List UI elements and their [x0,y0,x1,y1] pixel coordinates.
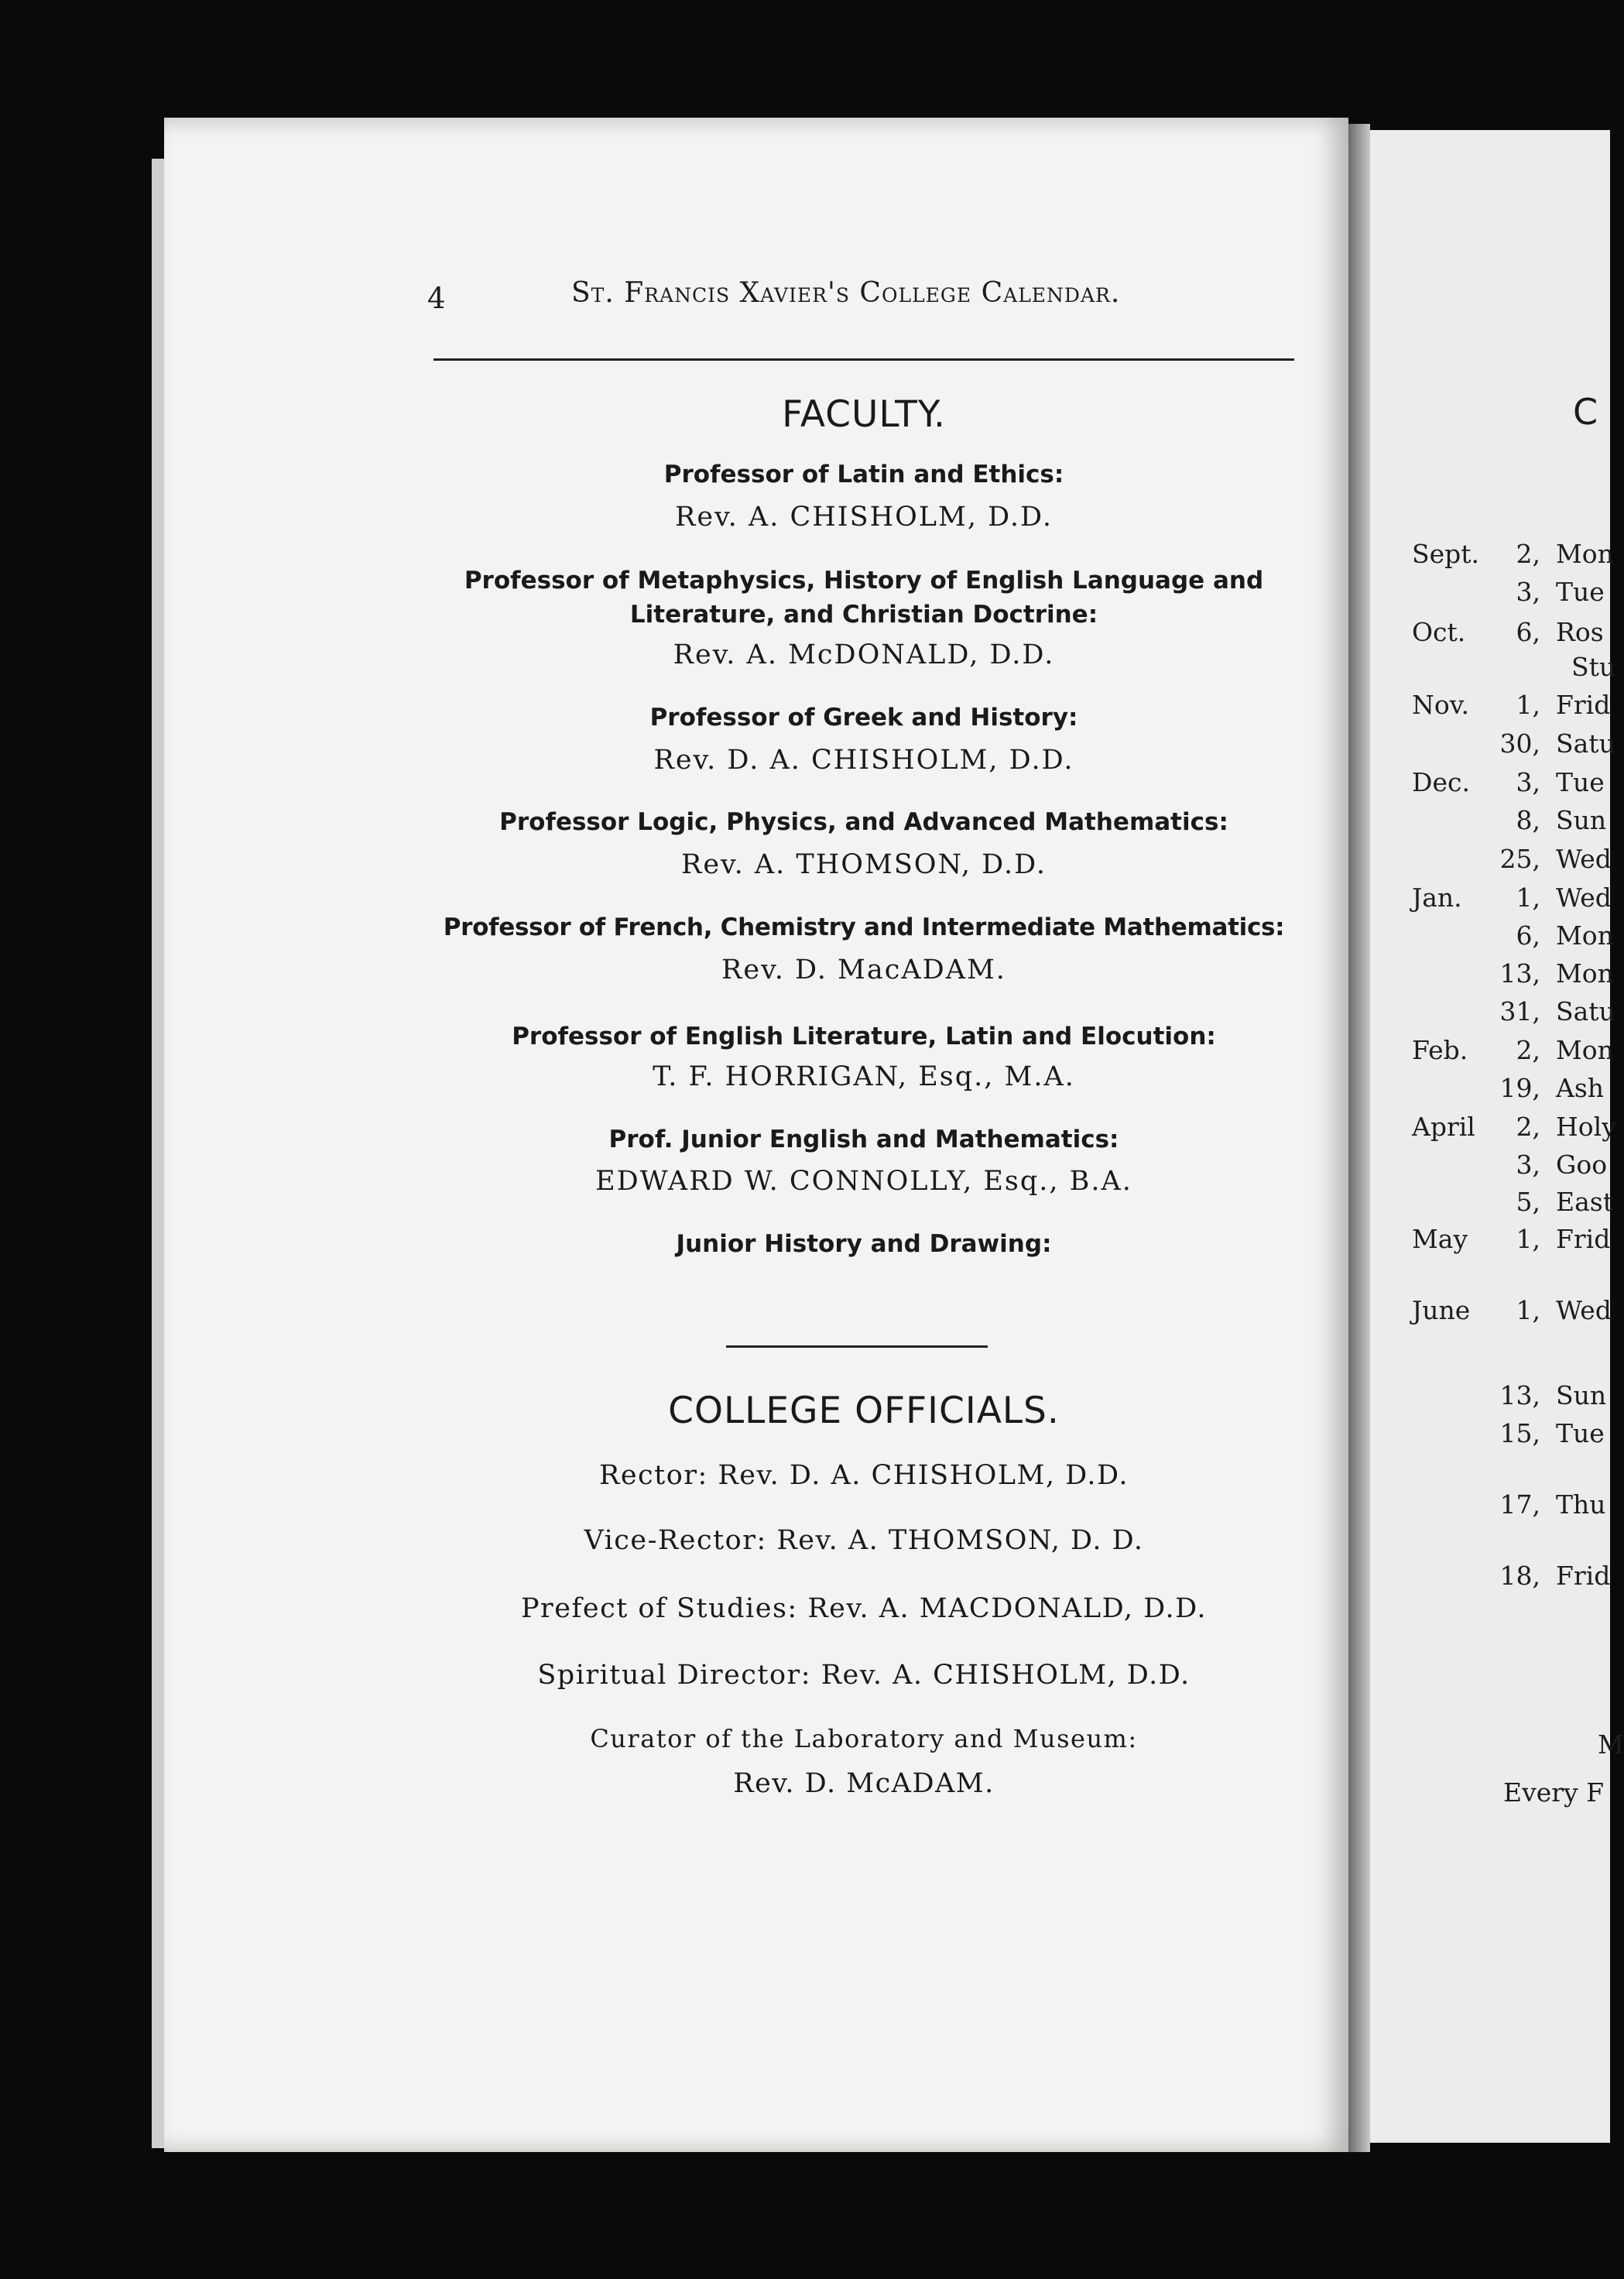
faculty-person: Rev. A. McDONALD, D.D. [673,639,1055,670]
calendar-month: Feb. [1412,1035,1468,1065]
running-title: St. Francis Xavier's College Calendar. [571,277,1121,309]
calendar-event-text: Frid [1556,1561,1611,1591]
header-rule [433,358,1294,361]
faculty-person: Rev. D. A. CHISHOLM, D.D. [653,745,1074,776]
calendar-day: 13, [1499,958,1540,989]
calendar-day: 3, [1516,767,1540,797]
faculty-person: Rev. D. MacADAM. [721,954,1006,985]
calendar-month: June [1412,1295,1471,1325]
calendar-day: 25, [1499,844,1540,874]
calendar-day: 30, [1499,728,1540,759]
calendar-event-text: Thu [1556,1489,1606,1520]
vice-rector-line: Vice-Rector: Rev. A. THOMSON, D. D. [584,1525,1144,1556]
rector-line: Rector: Rev. D. A. CHISHOLM, D.D. [598,1460,1129,1491]
calendar-event-text: Satu [1556,728,1615,759]
faculty-role: Junior History and Drawing: [676,1230,1052,1258]
calendar-event-text: Holy [1556,1112,1616,1142]
calendar-event-text: Goo [1556,1150,1608,1180]
calendar-day: 1, [1516,882,1540,913]
curator-person: Rev. D. McADAM. [733,1768,995,1799]
calendar-day: 19, [1499,1073,1540,1103]
calendar-event-text: Sun [1556,805,1607,835]
faculty-title: FACULTY. [782,393,946,436]
calendar-event-text: Satu [1556,996,1615,1026]
calendar-event-text: Ash [1556,1073,1605,1103]
calendar-month: Jan. [1412,882,1462,913]
calendar-event-text: Mon [1556,539,1614,569]
faculty-role: Professor of Metaphysics, History of English Language and Literature, and Christian Doctrine: [464,567,1264,629]
calendar-month: Sept. [1412,539,1480,569]
faculty-role: Professor of French, Chemistry and Intermediate Mathematics: [443,913,1285,941]
calendar-month: Nov. [1412,690,1469,720]
calendar-day: 15, [1499,1418,1540,1448]
calendar-event-text: Tue [1556,1418,1605,1448]
right-bottom-line-1: M [1598,1729,1624,1760]
faculty-person: Rev. A. THOMSON, D.D. [680,849,1047,880]
section-divider [726,1345,988,1348]
calendar-day: 3, [1516,577,1540,607]
right-page-heading: C [1573,391,1598,433]
calendar-day: 8, [1516,805,1540,835]
calendar-day: 1, [1516,1224,1540,1254]
curator-role: Curator of the Laboratory and Museum: [590,1724,1138,1753]
faculty-person: Rev. A. CHISHOLM, D.D. [675,502,1053,533]
calendar-event-text: Frid [1556,1224,1611,1254]
calendar-event-text: Ros [1556,617,1604,647]
calendar-event-text: Mon [1556,1035,1614,1065]
calendar-day: 13, [1499,1380,1540,1410]
faculty-role: Professor Logic, Physics, and Advanced Mathematics: [499,808,1228,836]
calendar-day: 1, [1516,690,1540,720]
calendar-day: 17, [1499,1489,1540,1520]
calendar-month: May [1412,1224,1468,1254]
spiritual-director-line: Spiritual Director: Rev. A. CHISHOLM, D.D. [537,1660,1191,1691]
faculty-person: T. F. HORRIGAN, Esq., M.A. [653,1061,1075,1092]
calendar-month: Dec. [1412,767,1470,797]
book-spine [1348,124,1370,2152]
calendar-day: 3, [1516,1150,1540,1180]
calendar-event-text: Stu [1571,652,1616,682]
prefect-line: Prefect of Studies: Rev. A. MACDONALD, D.D. [520,1593,1208,1624]
calendar-day: 2, [1516,1035,1540,1065]
calendar-day: 1, [1516,1295,1540,1325]
calendar-event-text: Tue [1556,577,1605,607]
page-number: 4 [427,282,446,315]
calendar-event-text: East [1556,1187,1613,1217]
calendar-month: Oct. [1412,617,1466,647]
calendar-day: 6, [1516,617,1540,647]
calendar-event-text: Wed [1556,844,1612,874]
faculty-role: Prof. Junior English and Mathematics: [608,1126,1119,1153]
calendar-event-text: Tue [1556,767,1605,797]
right-bottom-line-2: Every F [1503,1777,1605,1808]
calendar-event-text: Sun [1556,1380,1607,1410]
officials-title: COLLEGE OFFICIALS. [668,1390,1060,1432]
faculty-person: EDWARD W. CONNOLLY, Esq., B.A. [595,1166,1132,1197]
calendar-event-text: Frid [1556,690,1611,720]
calendar-day: 2, [1516,539,1540,569]
page-edge [152,159,164,2148]
calendar-event-text: Mon [1556,920,1614,951]
calendar-event-text: Wed [1556,882,1612,913]
calendar-day: 5, [1516,1187,1540,1217]
faculty-role: Professor of Greek and History: [649,704,1078,732]
calendar-day: 2, [1516,1112,1540,1142]
faculty-role: Professor of Latin and Ethics: [663,461,1064,488]
calendar-month: April [1412,1112,1475,1142]
calendar-event-text: Wed [1556,1295,1612,1325]
calendar-day: 6, [1516,920,1540,951]
calendar-event-text: Mon [1556,958,1614,989]
faculty-role: Professor of English Literature, Latin and Elocution: [512,1023,1216,1050]
calendar-day: 18, [1499,1561,1540,1591]
calendar-day: 31, [1499,996,1540,1026]
